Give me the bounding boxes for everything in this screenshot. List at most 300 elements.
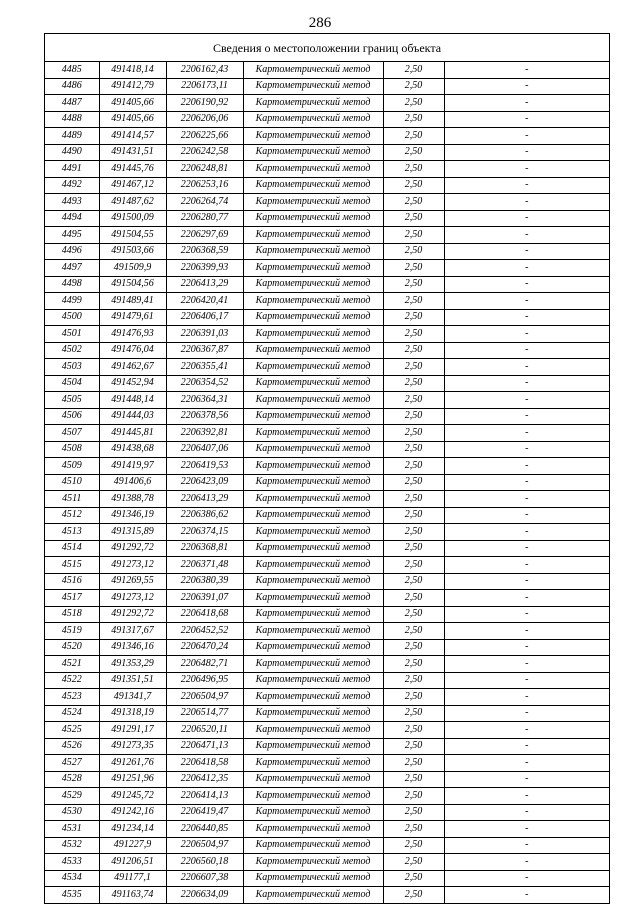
method-cell: Картометрический метод <box>243 78 383 95</box>
point-number-cell: 4530 <box>45 804 99 821</box>
method-cell: Картометрический метод <box>243 870 383 887</box>
x-coordinate-cell: 491487,62 <box>99 194 166 211</box>
accuracy-cell: 2,50 <box>383 95 444 112</box>
x-coordinate-cell: 491444,03 <box>99 408 166 425</box>
description-cell: - <box>444 738 609 755</box>
y-coordinate-cell: 2206248,81 <box>166 161 243 178</box>
point-number-cell: 4488 <box>45 111 99 128</box>
point-number-cell: 4510 <box>45 474 99 491</box>
accuracy-cell: 2,50 <box>383 870 444 887</box>
table-row <box>45 557 609 574</box>
description-cell: - <box>444 854 609 871</box>
y-coordinate-cell: 2206242,58 <box>166 144 243 161</box>
x-coordinate-cell: 491388,78 <box>99 491 166 508</box>
accuracy-cell: 2,50 <box>383 854 444 871</box>
method-cell: Картометрический метод <box>243 491 383 508</box>
table-row <box>45 507 609 524</box>
description-cell: - <box>444 62 609 78</box>
accuracy-cell: 2,50 <box>383 524 444 541</box>
point-number-cell: 4487 <box>45 95 99 112</box>
point-number-cell: 4524 <box>45 705 99 722</box>
x-coordinate-cell: 491292,72 <box>99 540 166 557</box>
point-number-cell: 4529 <box>45 788 99 805</box>
method-cell: Картометрический метод <box>243 705 383 722</box>
description-cell: - <box>444 375 609 392</box>
accuracy-cell: 2,50 <box>383 408 444 425</box>
method-cell: Картометрический метод <box>243 161 383 178</box>
accuracy-cell: 2,50 <box>383 177 444 194</box>
y-coordinate-cell: 2206407,06 <box>166 441 243 458</box>
description-cell: - <box>444 540 609 557</box>
point-number-cell: 4511 <box>45 491 99 508</box>
point-number-cell: 4485 <box>45 62 99 78</box>
method-cell: Картометрический метод <box>243 590 383 607</box>
description-cell: - <box>444 161 609 178</box>
y-coordinate-cell: 2206413,29 <box>166 276 243 293</box>
y-coordinate-cell: 2206560,18 <box>166 854 243 871</box>
description-cell: - <box>444 342 609 359</box>
description-cell: - <box>444 227 609 244</box>
coordinates-table-body <box>45 62 609 903</box>
method-cell: Картометрический метод <box>243 623 383 640</box>
accuracy-cell: 2,50 <box>383 507 444 524</box>
accuracy-cell: 2,50 <box>383 128 444 145</box>
accuracy-cell: 2,50 <box>383 111 444 128</box>
x-coordinate-cell: 491467,12 <box>99 177 166 194</box>
y-coordinate-cell: 2206418,58 <box>166 755 243 772</box>
y-coordinate-cell: 2206280,77 <box>166 210 243 227</box>
x-coordinate-cell: 491341,7 <box>99 689 166 706</box>
point-number-cell: 4503 <box>45 359 99 376</box>
x-coordinate-cell: 491273,12 <box>99 557 166 574</box>
y-coordinate-cell: 2206504,97 <box>166 689 243 706</box>
x-coordinate-cell: 491405,66 <box>99 111 166 128</box>
y-coordinate-cell: 2206413,29 <box>166 491 243 508</box>
x-coordinate-cell: 491431,51 <box>99 144 166 161</box>
point-number-cell: 4525 <box>45 722 99 739</box>
x-coordinate-cell: 491489,41 <box>99 293 166 310</box>
y-coordinate-cell: 2206412,35 <box>166 771 243 788</box>
description-cell: - <box>444 788 609 805</box>
x-coordinate-cell: 491445,81 <box>99 425 166 442</box>
point-number-cell: 4502 <box>45 342 99 359</box>
table-row <box>45 639 609 656</box>
description-cell: - <box>444 293 609 310</box>
accuracy-cell: 2,50 <box>383 243 444 260</box>
table-row <box>45 359 609 376</box>
accuracy-cell: 2,50 <box>383 441 444 458</box>
x-coordinate-cell: 491346,19 <box>99 507 166 524</box>
point-number-cell: 4489 <box>45 128 99 145</box>
table-row <box>45 210 609 227</box>
x-coordinate-cell: 491273,35 <box>99 738 166 755</box>
y-coordinate-cell: 2206354,52 <box>166 375 243 392</box>
y-coordinate-cell: 2206496,95 <box>166 672 243 689</box>
x-coordinate-cell: 491445,76 <box>99 161 166 178</box>
method-cell: Картометрический метод <box>243 243 383 260</box>
description-cell: - <box>444 243 609 260</box>
y-coordinate-cell: 2206420,41 <box>166 293 243 310</box>
table-row <box>45 722 609 739</box>
accuracy-cell: 2,50 <box>383 78 444 95</box>
description-cell: - <box>444 78 609 95</box>
method-cell: Картометрический метод <box>243 837 383 854</box>
point-number-cell: 4490 <box>45 144 99 161</box>
method-cell: Картометрический метод <box>243 326 383 343</box>
table-row <box>45 606 609 623</box>
accuracy-cell: 2,50 <box>383 573 444 590</box>
description-cell: - <box>444 210 609 227</box>
y-coordinate-cell: 2206190,92 <box>166 95 243 112</box>
table-row <box>45 755 609 772</box>
x-coordinate-cell: 491315,89 <box>99 524 166 541</box>
table-row <box>45 276 609 293</box>
table-row <box>45 375 609 392</box>
table-row <box>45 95 609 112</box>
table-row <box>45 540 609 557</box>
point-number-cell: 4517 <box>45 590 99 607</box>
table-row <box>45 804 609 821</box>
point-number-cell: 4512 <box>45 507 99 524</box>
description-cell: - <box>444 689 609 706</box>
y-coordinate-cell: 2206414,13 <box>166 788 243 805</box>
y-coordinate-cell: 2206392,81 <box>166 425 243 442</box>
table-row <box>45 392 609 409</box>
accuracy-cell: 2,50 <box>383 425 444 442</box>
table-row <box>45 474 609 491</box>
table-row <box>45 689 609 706</box>
x-coordinate-cell: 491448,14 <box>99 392 166 409</box>
description-cell: - <box>444 771 609 788</box>
table-row <box>45 342 609 359</box>
point-number-cell: 4504 <box>45 375 99 392</box>
method-cell: Картометрический метод <box>243 260 383 277</box>
x-coordinate-cell: 491269,55 <box>99 573 166 590</box>
description-cell: - <box>444 870 609 887</box>
method-cell: Картометрический метод <box>243 128 383 145</box>
description-cell: - <box>444 804 609 821</box>
page-number: 286 <box>308 15 332 31</box>
method-cell: Картометрический метод <box>243 507 383 524</box>
table-row <box>45 524 609 541</box>
description-cell: - <box>444 441 609 458</box>
point-number-cell: 4515 <box>45 557 99 574</box>
y-coordinate-cell: 2206386,62 <box>166 507 243 524</box>
method-cell: Картометрический метод <box>243 804 383 821</box>
table-row <box>45 887 609 903</box>
point-number-cell: 4522 <box>45 672 99 689</box>
description-cell: - <box>444 623 609 640</box>
method-cell: Картометрический метод <box>243 689 383 706</box>
table-row <box>45 177 609 194</box>
accuracy-cell: 2,50 <box>383 821 444 838</box>
table-row <box>45 293 609 310</box>
y-coordinate-cell: 2206225,66 <box>166 128 243 145</box>
x-coordinate-cell: 491500,09 <box>99 210 166 227</box>
x-coordinate-cell: 491251,96 <box>99 771 166 788</box>
x-coordinate-cell: 491234,14 <box>99 821 166 838</box>
accuracy-cell: 2,50 <box>383 656 444 673</box>
table-row <box>45 854 609 871</box>
x-coordinate-cell: 491291,17 <box>99 722 166 739</box>
y-coordinate-cell: 2206634,09 <box>166 887 243 903</box>
point-number-cell: 4518 <box>45 606 99 623</box>
table-row <box>45 408 609 425</box>
description-cell: - <box>444 755 609 772</box>
accuracy-cell: 2,50 <box>383 623 444 640</box>
point-number-cell: 4519 <box>45 623 99 640</box>
y-coordinate-cell: 2206391,03 <box>166 326 243 343</box>
x-coordinate-cell: 491476,93 <box>99 326 166 343</box>
point-number-cell: 4532 <box>45 837 99 854</box>
description-cell: - <box>444 606 609 623</box>
y-coordinate-cell: 2206440,85 <box>166 821 243 838</box>
y-coordinate-cell: 2206368,59 <box>166 243 243 260</box>
y-coordinate-cell: 2206378,56 <box>166 408 243 425</box>
accuracy-cell: 2,50 <box>383 590 444 607</box>
description-cell: - <box>444 705 609 722</box>
point-number-cell: 4535 <box>45 887 99 903</box>
description-cell: - <box>444 111 609 128</box>
method-cell: Картометрический метод <box>243 524 383 541</box>
description-cell: - <box>444 656 609 673</box>
accuracy-cell: 2,50 <box>383 161 444 178</box>
boundary-coordinates-sheet <box>44 33 610 904</box>
table-row <box>45 441 609 458</box>
method-cell: Картометрический метод <box>243 144 383 161</box>
description-cell: - <box>444 309 609 326</box>
point-number-cell: 4495 <box>45 227 99 244</box>
x-coordinate-cell: 491245,72 <box>99 788 166 805</box>
description-cell: - <box>444 425 609 442</box>
description-cell: - <box>444 128 609 145</box>
table-row <box>45 656 609 673</box>
point-number-cell: 4501 <box>45 326 99 343</box>
description-cell: - <box>444 639 609 656</box>
method-cell: Картометрический метод <box>243 62 383 78</box>
x-coordinate-cell: 491504,55 <box>99 227 166 244</box>
x-coordinate-cell: 491273,12 <box>99 590 166 607</box>
table-row <box>45 771 609 788</box>
accuracy-cell: 2,50 <box>383 755 444 772</box>
y-coordinate-cell: 2206374,15 <box>166 524 243 541</box>
accuracy-cell: 2,50 <box>383 227 444 244</box>
point-number-cell: 4516 <box>45 573 99 590</box>
point-number-cell: 4528 <box>45 771 99 788</box>
table-row <box>45 672 609 689</box>
method-cell: Картометрический метод <box>243 887 383 903</box>
y-coordinate-cell: 2206607,38 <box>166 870 243 887</box>
x-coordinate-cell: 491346,16 <box>99 639 166 656</box>
accuracy-cell: 2,50 <box>383 804 444 821</box>
y-coordinate-cell: 2206406,17 <box>166 309 243 326</box>
table-row <box>45 705 609 722</box>
accuracy-cell: 2,50 <box>383 144 444 161</box>
description-cell: - <box>444 887 609 903</box>
description-cell: - <box>444 144 609 161</box>
y-coordinate-cell: 2206368,81 <box>166 540 243 557</box>
coordinates-table <box>45 62 609 903</box>
accuracy-cell: 2,50 <box>383 771 444 788</box>
x-coordinate-cell: 491476,04 <box>99 342 166 359</box>
point-number-cell: 4521 <box>45 656 99 673</box>
y-coordinate-cell: 2206504,97 <box>166 837 243 854</box>
accuracy-cell: 2,50 <box>383 474 444 491</box>
method-cell: Картометрический метод <box>243 425 383 442</box>
accuracy-cell: 2,50 <box>383 837 444 854</box>
x-coordinate-cell: 491353,29 <box>99 656 166 673</box>
table-row <box>45 590 609 607</box>
accuracy-cell: 2,50 <box>383 722 444 739</box>
accuracy-cell: 2,50 <box>383 738 444 755</box>
method-cell: Картометрический метод <box>243 557 383 574</box>
point-number-cell: 4496 <box>45 243 99 260</box>
table-row <box>45 161 609 178</box>
x-coordinate-cell: 491412,79 <box>99 78 166 95</box>
accuracy-cell: 2,50 <box>383 276 444 293</box>
method-cell: Картометрический метод <box>243 210 383 227</box>
x-coordinate-cell: 491261,76 <box>99 755 166 772</box>
description-cell: - <box>444 722 609 739</box>
point-number-cell: 4509 <box>45 458 99 475</box>
y-coordinate-cell: 2206371,48 <box>166 557 243 574</box>
y-coordinate-cell: 2206367,87 <box>166 342 243 359</box>
point-number-cell: 4508 <box>45 441 99 458</box>
description-cell: - <box>444 491 609 508</box>
method-cell: Картометрический метод <box>243 854 383 871</box>
table-row <box>45 326 609 343</box>
y-coordinate-cell: 2206471,13 <box>166 738 243 755</box>
point-number-cell: 4505 <box>45 392 99 409</box>
x-coordinate-cell: 491242,16 <box>99 804 166 821</box>
y-coordinate-cell: 2206364,31 <box>166 392 243 409</box>
description-cell: - <box>444 194 609 211</box>
accuracy-cell: 2,50 <box>383 194 444 211</box>
point-number-cell: 4499 <box>45 293 99 310</box>
point-number-cell: 4494 <box>45 210 99 227</box>
accuracy-cell: 2,50 <box>383 309 444 326</box>
point-number-cell: 4493 <box>45 194 99 211</box>
description-cell: - <box>444 837 609 854</box>
method-cell: Картометрический метод <box>243 342 383 359</box>
description-cell: - <box>444 507 609 524</box>
x-coordinate-cell: 491318,19 <box>99 705 166 722</box>
point-number-cell: 4520 <box>45 639 99 656</box>
y-coordinate-cell: 2206514,77 <box>166 705 243 722</box>
point-number-cell: 4491 <box>45 161 99 178</box>
accuracy-cell: 2,50 <box>383 672 444 689</box>
accuracy-cell: 2,50 <box>383 375 444 392</box>
section-title: Сведения о местоположении границ объекта <box>45 34 609 62</box>
accuracy-cell: 2,50 <box>383 62 444 78</box>
y-coordinate-cell: 2206399,93 <box>166 260 243 277</box>
point-number-cell: 4500 <box>45 309 99 326</box>
y-coordinate-cell: 2206482,71 <box>166 656 243 673</box>
x-coordinate-cell: 491317,67 <box>99 623 166 640</box>
x-coordinate-cell: 491292,72 <box>99 606 166 623</box>
point-number-cell: 4507 <box>45 425 99 442</box>
point-number-cell: 4497 <box>45 260 99 277</box>
x-coordinate-cell: 491227,9 <box>99 837 166 854</box>
table-row <box>45 128 609 145</box>
table-row <box>45 491 609 508</box>
table-row <box>45 111 609 128</box>
accuracy-cell: 2,50 <box>383 606 444 623</box>
x-coordinate-cell: 491438,68 <box>99 441 166 458</box>
method-cell: Картометрический метод <box>243 293 383 310</box>
x-coordinate-cell: 491206,51 <box>99 854 166 871</box>
description-cell: - <box>444 392 609 409</box>
method-cell: Картометрический метод <box>243 639 383 656</box>
table-row <box>45 788 609 805</box>
method-cell: Картометрический метод <box>243 821 383 838</box>
description-cell: - <box>444 276 609 293</box>
method-cell: Картометрический метод <box>243 540 383 557</box>
x-coordinate-cell: 491351,51 <box>99 672 166 689</box>
method-cell: Картометрический метод <box>243 227 383 244</box>
method-cell: Картометрический метод <box>243 441 383 458</box>
description-cell: - <box>444 408 609 425</box>
point-number-cell: 4513 <box>45 524 99 541</box>
table-row <box>45 78 609 95</box>
y-coordinate-cell: 2206355,41 <box>166 359 243 376</box>
x-coordinate-cell: 491509,9 <box>99 260 166 277</box>
method-cell: Картометрический метод <box>243 177 383 194</box>
x-coordinate-cell: 491452,94 <box>99 375 166 392</box>
x-coordinate-cell: 491503,66 <box>99 243 166 260</box>
accuracy-cell: 2,50 <box>383 342 444 359</box>
point-number-cell: 4514 <box>45 540 99 557</box>
description-cell: - <box>444 557 609 574</box>
table-row <box>45 573 609 590</box>
method-cell: Картометрический метод <box>243 194 383 211</box>
table-row <box>45 243 609 260</box>
x-coordinate-cell: 491479,61 <box>99 309 166 326</box>
x-coordinate-cell: 491462,67 <box>99 359 166 376</box>
accuracy-cell: 2,50 <box>383 887 444 903</box>
y-coordinate-cell: 2206297,69 <box>166 227 243 244</box>
point-number-cell: 4486 <box>45 78 99 95</box>
point-number-cell: 4523 <box>45 689 99 706</box>
y-coordinate-cell: 2206419,53 <box>166 458 243 475</box>
accuracy-cell: 2,50 <box>383 458 444 475</box>
description-cell: - <box>444 95 609 112</box>
table-row <box>45 194 609 211</box>
description-cell: - <box>444 590 609 607</box>
method-cell: Картометрический метод <box>243 755 383 772</box>
method-cell: Картометрический метод <box>243 573 383 590</box>
y-coordinate-cell: 2206419,47 <box>166 804 243 821</box>
y-coordinate-cell: 2206380,39 <box>166 573 243 590</box>
table-row <box>45 309 609 326</box>
table-row <box>45 738 609 755</box>
accuracy-cell: 2,50 <box>383 326 444 343</box>
x-coordinate-cell: 491504,56 <box>99 276 166 293</box>
table-row <box>45 260 609 277</box>
method-cell: Картометрический метод <box>243 606 383 623</box>
table-row <box>45 227 609 244</box>
method-cell: Картометрический метод <box>243 309 383 326</box>
method-cell: Картометрический метод <box>243 276 383 293</box>
y-coordinate-cell: 2206173,11 <box>166 78 243 95</box>
y-coordinate-cell: 2206520,11 <box>166 722 243 739</box>
x-coordinate-cell: 491405,66 <box>99 95 166 112</box>
accuracy-cell: 2,50 <box>383 392 444 409</box>
method-cell: Картометрический метод <box>243 458 383 475</box>
x-coordinate-cell: 491177,1 <box>99 870 166 887</box>
x-coordinate-cell: 491406,6 <box>99 474 166 491</box>
table-row <box>45 62 609 78</box>
